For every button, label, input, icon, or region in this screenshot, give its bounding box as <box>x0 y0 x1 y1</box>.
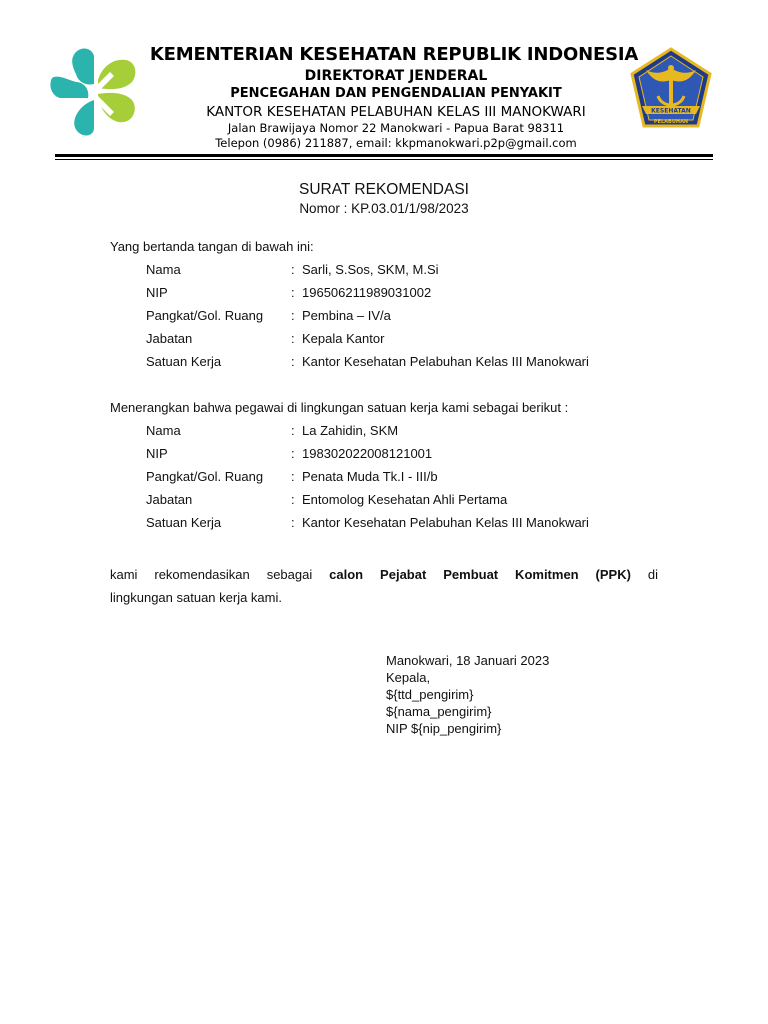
document-title: SURAT REKOMENDASI <box>299 181 469 198</box>
division-name: PENCEGAHAN DAN PENGENDALIAN PENYAKIT <box>230 86 562 101</box>
field-label: Nama <box>146 262 181 277</box>
ministry-name: KEMENTERIAN KESEHATAN REPUBLIK INDONESIA <box>149 44 639 65</box>
field-label: Satuan Kerja <box>146 515 222 530</box>
field-label: NIP <box>146 285 168 300</box>
field-separator: : <box>291 331 295 346</box>
employee-row-satuan-kerja <box>146 515 666 533</box>
letterhead-divider-thick <box>55 154 713 157</box>
field-separator: : <box>291 469 295 484</box>
recommendation-paragraph <box>110 563 658 586</box>
recommendation-emphasis: calon Pejabat Pembuat Komitmen (PPK) <box>329 567 631 582</box>
signature-ttd-placeholder: ${ttd_pengirim} <box>386 687 474 702</box>
field-separator: : <box>291 515 295 530</box>
field-value: Entomolog Kesehatan Ahli Pertama <box>302 492 508 507</box>
field-value: Penata Muda Tk.I - III/b <box>302 469 438 484</box>
signer-row-nama <box>146 262 666 280</box>
kkp-ribbon-text: KESEHATAN <box>651 107 691 115</box>
field-value: Kantor Kesehatan Pelabuhan Kelas III Manokwari <box>302 515 589 530</box>
field-value: Kepala Kantor <box>302 331 385 346</box>
recommendation-text-before: kami rekomendasikan sebagai <box>110 567 330 582</box>
recommendation-text-after: di <box>630 567 658 582</box>
employee-row-jabatan <box>146 492 666 510</box>
signature-nip-placeholder: NIP ${nip_pengirim} <box>386 721 502 736</box>
signer-row-pangkat <box>146 308 666 326</box>
field-separator: : <box>291 446 295 461</box>
field-value: 198302022008121001 <box>302 446 433 461</box>
office-address: Jalan Brawijaya Nomor 22 Manokwari - Papua Barat 98311 <box>227 121 565 135</box>
directorate-name: DIREKTORAT JENDERAL <box>304 68 488 84</box>
field-value: 196506211989031002 <box>302 285 432 300</box>
field-value: Pembina – IV/a <box>302 308 391 323</box>
letterhead <box>0 0 768 170</box>
field-value: La Zahidin, SKM <box>302 423 399 438</box>
intro-text: Yang bertanda tangan di bawah ini: <box>110 239 314 254</box>
employee-row-nip <box>146 446 666 464</box>
field-value: Kantor Kesehatan Pelabuhan Kelas III Manokwari <box>302 354 589 369</box>
field-label: Pangkat/Gol. Ruang <box>146 308 264 323</box>
field-label: NIP <box>146 446 168 461</box>
field-separator: : <box>291 354 295 369</box>
field-value: Sarli, S.Sos, SKM, M.Si <box>302 262 439 277</box>
office-name: KANTOR KESEHATAN PELABUHAN KELAS III MANOKWARI <box>206 104 586 120</box>
employee-row-pangkat <box>146 469 666 487</box>
letterhead-divider-thin <box>55 159 713 160</box>
kkp-caption-text: PELABUHAN <box>653 119 689 125</box>
field-separator: : <box>291 285 295 300</box>
field-label: Satuan Kerja <box>146 354 222 369</box>
signature-place-date: Manokwari, 18 Januari 2023 <box>386 653 550 668</box>
field-label: Nama <box>146 423 181 438</box>
field-label: Jabatan <box>146 331 193 346</box>
field-separator: : <box>291 423 295 438</box>
field-label: Jabatan <box>146 492 193 507</box>
statement-text: Menerangkan bahwa pegawai di lingkungan satuan kerja kami sebagai berikut : <box>110 400 569 415</box>
recommendation-line-2: lingkungan satuan kerja kami. <box>110 590 282 605</box>
office-contact: Telepon (0986) 211887, email: kkpmanokwari.p2p@gmail.com <box>215 136 577 150</box>
field-separator: : <box>291 492 295 507</box>
document-number: Nomor : KP.03.01/1/98/2023 <box>299 201 469 216</box>
signer-row-nip <box>146 285 666 303</box>
field-label: Pangkat/Gol. Ruang <box>146 469 264 484</box>
signature-position: Kepala, <box>386 670 431 685</box>
signer-row-jabatan <box>146 331 666 349</box>
field-separator: : <box>291 262 295 277</box>
field-separator: : <box>291 308 295 323</box>
employee-row-nama <box>146 423 666 441</box>
signer-row-satuan-kerja <box>146 354 666 372</box>
signature-name-placeholder: ${nama_pengirim} <box>386 704 492 719</box>
